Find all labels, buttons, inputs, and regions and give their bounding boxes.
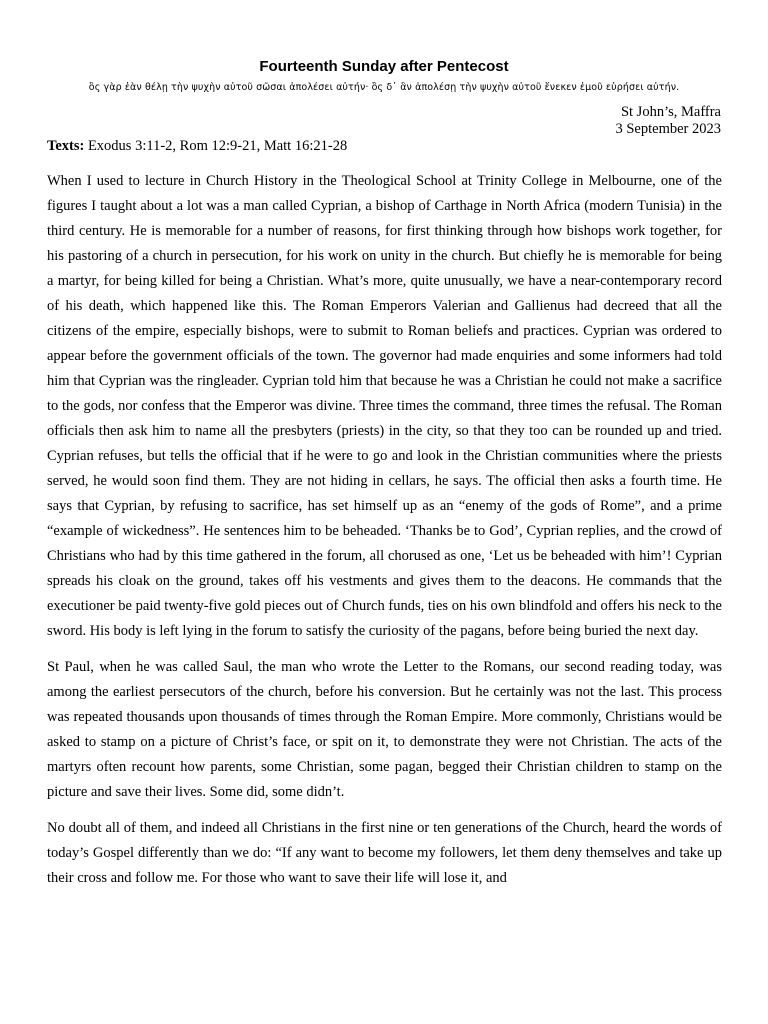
paragraph: St Paul, when he was called Saul, the man who wrote the Letter to the Romans, our second reading today, was among the earliest persecutors of the church, before his conversion. But he certainly was not the last. This process was repeated thousands upon thousands of times through the Roman Empire. More commonly, Christians would be asked to stamp on a picture of Christ’s face, or spit on it, to demonstrate they were not Christian. The acts of the martyrs often recount how parents, some Christian, some pagan, begged their Christian children to stamp on the picture and save their lives. Some did, some didn’t. <box>47 659 722 800</box>
sermon-body <box>47 169 722 902</box>
texts-label: Texts: <box>47 138 85 154</box>
location: St John’s, Maffra <box>620 104 721 120</box>
paragraph: No doubt all of them, and indeed all Christians in the first nine or ten generations of the Church, heard the words of today’s Gospel differently than we do: “If any want to become my followers, let them deny themselves and take up their cross and follow me. For those who want to save their life will lose it, and <box>47 820 722 886</box>
scripture-texts <box>47 138 347 155</box>
date: 3 September 2023 <box>615 121 721 137</box>
location-date-block <box>615 104 721 138</box>
sermon-title: Fourteenth Sunday after Pentecost <box>259 58 509 75</box>
texts-value: Exodus 3:11-2, Rom 12:9-21, Matt 16:21-28 <box>87 138 348 154</box>
paragraph: When I used to lecture in Church History in the Theological School at Trinity College in Melbourne, one of the figures I taught about a lot was a man called Cyprian, a bishop of Carthage in North Africa (modern Tunisia) in the third century. He is memorable for a number of reasons, for first thinking through how bishops work together, for his pastoring of a church in persecution, for his work on unity in the church. But chiefly he is memorable for being a martyr, for being killed for being a Christian. What’s more, quite unusually, we have a near-contemporary record of his death, which happened like this. The Roman Emperors Valerian and Gallienus had decreed that all the citizens of the empire, especially bishops, were to submit to Roman beliefs and practices. Cyprian was ordered to appear before the government officials of the town. The governor had made enquiries and some informers had told him that Cyprian was the ringleader. Cyprian told him that because he was a Christian he could not make a sacrifice to the gods, nor confess that the Emperor was divine. Three times the command, three times the refusal. The Roman officials then ask him to name all the presbyters (priests) in the city, so that they too can be rounded up and tried. Cyprian refuses, but tells the official that if he were to go and look in the Christian communities where the priests served, he would soon find them. They are not hiding in cellars, he says. The official then asks a fourth time. He says that Cyprian, by refusing to sacrifice, has set himself up as an “enemy of the gods of Rome”, and a prime “example of wickedness”. He sentences him to be beheaded. ‘Thanks be to God’, Cyprian replies, and the crowd of Christians who had by this time gathered in the forum, all chorused as one, ‘Let us be beheaded with him’! Cyprian spreads his cloak on the ground, takes off his vestments and gives them to the deacons. He commands that the executioner be paid twenty-five gold pieces out of Church funds, ties on his own blindfold and offers his neck to the sword. His body is left lying in the forum to satisfy the curiosity of the pagans, before being buried the next day. <box>47 173 722 639</box>
greek-epigraph: ὃς γὰρ ἐὰν θέλῃ τὴν ψυχὴν αὐτοῦ σῶσαι ἀπολέσει αὐτήν· ὃς δ᾽ ἂν ἀπολέσῃ τὴν ψυχὴν αὐτοῦ ἕνεκεν ἐμοῦ εὑρήσει αὐτήν. <box>88 82 680 93</box>
